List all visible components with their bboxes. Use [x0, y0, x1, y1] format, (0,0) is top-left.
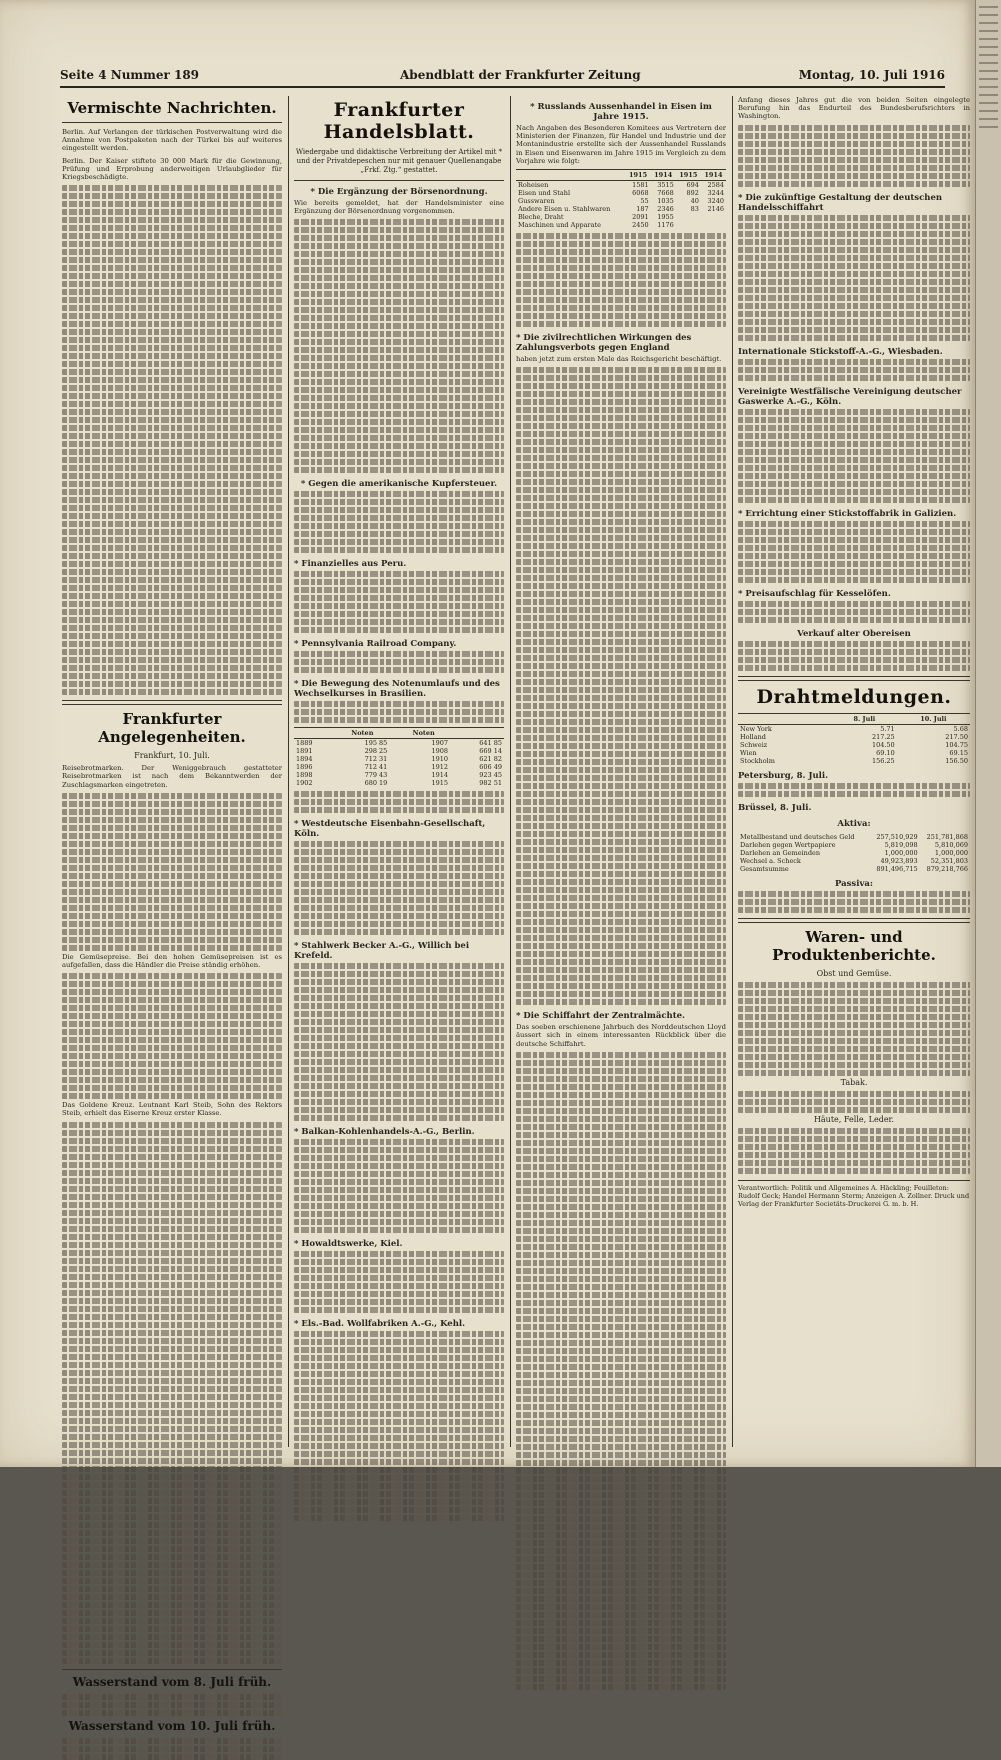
russia-table-cell: 2146 [707, 205, 724, 214]
brazil-table-cell: 779 43 [364, 771, 388, 780]
bank-table-cell: 5,810,069 [934, 840, 968, 849]
section-heading: Vermischte Nachrichten. [67, 99, 277, 117]
russia-table-cell: Eisen und Stahl [518, 189, 571, 198]
devisen-table-cell: 104.50 [871, 740, 895, 749]
brazil-table-cell: 1889 [296, 739, 313, 748]
column-2 [294, 96, 504, 1447]
devisen-table-cell: Holland [740, 732, 766, 741]
section-heading: Drahtmeldungen. [756, 685, 952, 708]
article-paragraph: Berlin. Auf Verlangen der türkischen Postverwaltung wird die Annahme von Postpaketen nach der Türkei bis auf weiteres eingestellt werden. [62, 128, 282, 153]
article-paragraph: Wie bereits gemeldet, hat der Handelsminister eine Ergänzung der Börsenordnung vorgenommen. [294, 199, 504, 216]
bank-table-row [738, 849, 970, 857]
masthead [60, 68, 945, 88]
article-title: * Els.-Bad. Wollfabriken A.-G., Kehl. [294, 1319, 466, 1330]
issue-date: Montag, 10. Juli 1916 [798, 68, 945, 82]
brazil-table-cell: 982 51 [479, 779, 502, 788]
article-title: * Finanzielles aus Peru. [294, 559, 407, 570]
brazil-table-cell: 1907 [431, 739, 449, 748]
column-4 [738, 96, 970, 1447]
article-paragraph: Das soeben erschienene Jahrbuch des Norddeutschen Lloyd äussert sich in einem interessanten Rückblick über die deutsche Schiffahrt. [516, 1023, 726, 1048]
article-paragraph: Anfang dieses Jahres gut die von beiden Seiten eingelegte Berufung hin das Endurteil des Bundesberufsrichters in Washington. [738, 96, 970, 121]
bank-table-cell: 891,496,715 [876, 864, 918, 873]
brazil-table-cell: 1914 [431, 771, 449, 780]
brazil-table-cell: 1910 [431, 755, 449, 764]
article-title: * Howaldtswerke, Kiel. [294, 1239, 403, 1250]
brazil-table-cell: 680 19 [364, 779, 388, 788]
article-title: * Russlands Aussenhandel in Eisen im Jahre 1915. [530, 102, 712, 122]
article-title: * Die zivilrechtlichen Wirkungen des Zahlungsverbots gegen England [516, 333, 692, 354]
brazil-table-header [294, 728, 335, 739]
reprint-notice: Wiedergabe und didaktische Verbreitung der Artikel mit * und der Privatdepeschen nur mit genauer Quellenangabe „Frkf. Ztg.“ gestattet. [295, 148, 503, 174]
russia-table-header: 1915 [676, 170, 701, 181]
bank-table-cell: 52,351,803 [930, 856, 968, 865]
column-3 [516, 96, 726, 1447]
devisen-table-cell: 5.71 [880, 724, 895, 733]
subheading: Tabak. [840, 1077, 868, 1087]
brazil-table-cell: 1912 [431, 763, 449, 772]
bank-table-cell: 257,510,929 [876, 832, 918, 841]
brazil-table-row [294, 739, 504, 748]
brazil-table-cell: 606 49 [479, 763, 502, 772]
article-title: * Die zukünftige Gestaltung der deutschen Handelsschiffahrt [738, 192, 943, 213]
article-title: Vereinigte Westfälische Vereinigung deutscher Gaswerke A.-G., Köln. [738, 386, 962, 407]
brazil-table-cell: 1891 [296, 747, 313, 756]
devisen-table-cell: 217.25 [871, 732, 895, 741]
article-title: Petersburg, 8. Juli. [738, 770, 829, 781]
russia-table-cell: 694 [686, 181, 699, 190]
bank-table-cell: Darlehen gegen Wertpapiere [740, 840, 836, 849]
brazil-table-header [389, 728, 397, 739]
russia-table-cell: 7668 [657, 189, 674, 198]
brazil-table-cell: 1915 [431, 779, 449, 788]
brazil-table-cell: 669 14 [479, 747, 502, 756]
bank-table-cell: Darlehen an Gemeinden [740, 848, 821, 857]
devisen-table-cell: 156.25 [871, 756, 895, 765]
page-number: Seite 4 Nummer 189 [60, 68, 200, 82]
russia-table-row [516, 181, 726, 190]
article-title: * Die Schiffahrt der Zentralmächte. [516, 1011, 685, 1022]
devisen-table-row [738, 757, 970, 765]
russia-table-cell: 1035 [657, 197, 674, 206]
bank-table-cell: 1,000,000 [884, 848, 918, 857]
russia-table-cell: 3244 [707, 189, 724, 198]
brazil-table-header: Noten [335, 728, 389, 739]
russia-table-cell: Andere Eisen u. Stahlwaren [518, 205, 611, 214]
russia-table-cell: 40 [690, 197, 699, 206]
brazil-table-cell: 621 82 [479, 755, 502, 764]
brazil-table-cell: 1894 [296, 755, 313, 764]
russia-table-row [516, 205, 726, 213]
russia-table-cell: 2091 [632, 213, 649, 222]
devisen-table-cell: 104.75 [945, 740, 968, 749]
article-paragraph: Reisebrotmarken. Der Weniggebrauch gestatteter Reisebrotmarken ist nach dem Bekanntwerden der Zuschlagsmarken eingetreten. [62, 764, 282, 789]
russia-table-cell: 3240 [707, 197, 724, 206]
russia-table-cell: 2584 [707, 181, 724, 190]
water-level-heading: Wasserstand vom 10. Juli früh. [68, 1718, 276, 1733]
brazil-table-header: Noten [397, 728, 450, 739]
russia-table-cell: 6068 [632, 189, 649, 198]
exchange-rates-table [738, 713, 970, 765]
russia-table-cell: Bleche, Draht [518, 213, 564, 222]
russia-table-row [516, 213, 726, 221]
article-title: * Pennsylvania Railroad Company. [294, 639, 457, 650]
article-paragraph: Das Goldene Kreuz. Leutnant Karl Steib, Sohn des Rektors Steib, erhielt das Eiserne Kreuz erster Klasse. [62, 1101, 282, 1118]
article-title: Brüssel, 8. Juli. [738, 802, 812, 813]
section-heading: Frankfurter Angelegenheiten. [98, 710, 246, 747]
adjacent-page-edge [975, 0, 1001, 1467]
article-paragraph: haben jetzt zum ersten Male das Reichsgericht beschäftigt. [516, 355, 722, 364]
brazil-table-cell: 298 25 [364, 747, 388, 756]
brazil-table-row [294, 763, 504, 771]
brazil-table-cell: 923 45 [479, 771, 502, 780]
brazil-table-row [294, 747, 504, 755]
article-title: Verkauf alter Obereisen [797, 628, 911, 639]
russia-table-cell [701, 221, 726, 229]
brazil-table-header [450, 728, 504, 739]
russia-table-cell [701, 213, 726, 221]
devisen-table-row [738, 741, 970, 749]
article-title: Internationale Stickstoff-A.-G., Wiesbaden. [738, 346, 943, 357]
bank-table-cell: Gesamtsumme [740, 864, 789, 873]
devisen-table-cell: 69.10 [876, 748, 895, 757]
bank-table-row [738, 841, 970, 849]
devisen-table-header: 10. Juli [897, 713, 970, 724]
dateline: Frankfurt, 10. Juli. [134, 751, 210, 761]
russia-table-cell: 187 [636, 205, 649, 214]
brazil-table-cell: 1898 [296, 771, 313, 780]
article-title: * Preisaufschlag für Kesselöfen. [738, 588, 891, 599]
imprint: Verantwortlich: Politik und Allgemeines A. Häckling; Feuilleton: Rudolf Geck; Handel Hermann Sterm; Anzeigen A. Zollner. Druck und Verlag der Frankfurter Societäts-Druckerei G. m. b. H. [738, 1180, 970, 1208]
devisen-table-cell: 156.50 [945, 756, 968, 765]
article-title: * Gegen die amerikanische Kupfersteuer. [300, 479, 498, 490]
devisen-table-row [738, 733, 970, 741]
devisen-table-cell: Stockholm [740, 756, 775, 765]
article-title: * Westdeutsche Eisenbahn-Gesellschaft, Köln. [294, 819, 486, 840]
article-title: * Balkan-Kohlenhandels-A.-G., Berlin. [294, 1127, 475, 1138]
brazil-table-cell [389, 771, 397, 779]
water-level-heading: Wasserstand vom 8. Juli früh. [72, 1674, 272, 1689]
devisen-table-cell: 217.50 [945, 732, 968, 741]
bank-table-row [738, 857, 970, 865]
russia-table-cell: 1176 [657, 221, 674, 230]
bank-table-cell: 251,781,868 [926, 832, 968, 841]
brazil-table-cell: 1902 [296, 779, 313, 788]
brazil-table-cell: 1896 [296, 763, 313, 772]
russia-table-cell: 55 [640, 197, 649, 206]
brazil-table-cell: 641 85 [479, 739, 502, 748]
brazil-table-cell [389, 755, 397, 763]
russia-table-cell: 892 [686, 189, 699, 198]
brazil-notes-table [294, 727, 504, 787]
russia-table-header [516, 170, 625, 181]
bank-table-cell: 879,218,766 [926, 864, 968, 873]
russia-table-row [516, 221, 726, 229]
subheading: Häute, Felle, Leder. [813, 1114, 895, 1124]
brazil-table-cell [389, 747, 397, 755]
balance-heading: Aktiva: [837, 818, 871, 829]
russia-table-cell: 1955 [657, 213, 674, 222]
devisen-table-cell: New York [740, 724, 772, 733]
russia-table-cell: Maschinen und Apparate [518, 221, 601, 230]
russia-table-header: 1914 [651, 170, 676, 181]
brazil-table-cell [389, 779, 397, 787]
russia-table-cell [676, 213, 701, 221]
russia-table-row [516, 189, 726, 197]
devisen-table-cell: Schweiz [740, 740, 768, 749]
bank-table-cell: 49,923,893 [880, 856, 918, 865]
russia-table-cell: 83 [690, 205, 699, 214]
bank-table-cell: Wechsel a. Scheck [740, 856, 801, 865]
russia-table-cell: Gusswaren [518, 197, 555, 206]
bank-table-cell: Metallbestand und deutsches Geld [740, 832, 855, 841]
russia-table-cell: 2346 [657, 205, 674, 214]
brazil-table-row [294, 779, 504, 787]
brazil-table-cell: 712 41 [364, 763, 388, 772]
devisen-table-cell: 69.15 [949, 748, 968, 757]
bank-table-row [738, 865, 970, 873]
brazil-table-cell: 712 31 [364, 755, 388, 764]
bank-table-cell: 1,000,000 [934, 848, 968, 857]
article-paragraph: Die Gemüsepreise. Bei den hohen Gemüsepreisen ist es aufgefallen, dass die Händler die Preise ständig erhöhen. [62, 952, 282, 970]
bank-table-cell: 5,819,098 [884, 840, 918, 849]
article-title: * Stahlwerk Becker A.-G., Willich bei Krefeld. [294, 941, 470, 962]
subheading: Obst und Gemüse. [816, 968, 892, 978]
brazil-table-cell: 195 85 [364, 739, 388, 748]
section-heading: Frankfurter Handelsblatt. [323, 99, 475, 143]
devisen-table-header: 8. Juli [832, 713, 897, 724]
article-paragraph: Nach Angaben des Besonderen Komitees aus Vertretern der Ministerien der Finanzen, für Handel und Industrie und der Montanindustrie erstellte sich der Aussenhandel Russlands in Eisen und Eisenwaren im Jahre 1915 im Vergleich zu dem Vorjahre wie folgt: [516, 124, 726, 165]
article-title: * Errichtung einer Stickstoffabrik in Galizien. [738, 508, 957, 519]
russia-table-header: 1915 [625, 170, 650, 181]
article-paragraph: Berlin. Der Kaiser stiftete 30 000 Mark für die Gewinnung, Prüfung und Erprobung anderweitigen Urlaubglieder für Kriegsbeschädigte. [62, 156, 282, 182]
russia-table-cell: 2450 [632, 221, 649, 230]
section-heading: Waren- und Produktenberichte. [772, 927, 936, 964]
balance-heading: Passiva: [834, 878, 874, 889]
devisen-table-cell: 5.68 [953, 724, 968, 733]
brazil-table-row [294, 755, 504, 763]
russia-table-cell: Roheisen [518, 181, 549, 190]
brazil-table-row [294, 771, 504, 779]
brazil-table-cell [389, 763, 397, 771]
newspaper-title: Abendblatt der Frankfurter Zeitung [400, 68, 641, 82]
russia-table-cell: 1581 [632, 181, 649, 190]
brazil-table-cell: 1908 [431, 747, 449, 756]
devisen-table-row [738, 749, 970, 757]
bank-balance-table [738, 833, 970, 873]
russia-table-cell [676, 221, 701, 229]
russia-iron-table [516, 169, 726, 229]
brazil-table-cell [389, 739, 397, 748]
russia-table-cell: 3515 [657, 181, 674, 190]
devisen-table-row [738, 724, 970, 733]
article-title: * Die Bewegung des Notenumlaufs und des Wechselkurses in Brasilien. [294, 679, 500, 700]
russia-table-row [516, 197, 726, 205]
column-1 [62, 96, 282, 1733]
devisen-table-cell: Wien [740, 748, 757, 757]
devisen-table-header [738, 713, 832, 724]
article-title: * Die Ergänzung der Börsenordnung. [310, 187, 488, 197]
russia-table-header: 1914 [701, 170, 726, 181]
bank-table-row [738, 833, 970, 841]
